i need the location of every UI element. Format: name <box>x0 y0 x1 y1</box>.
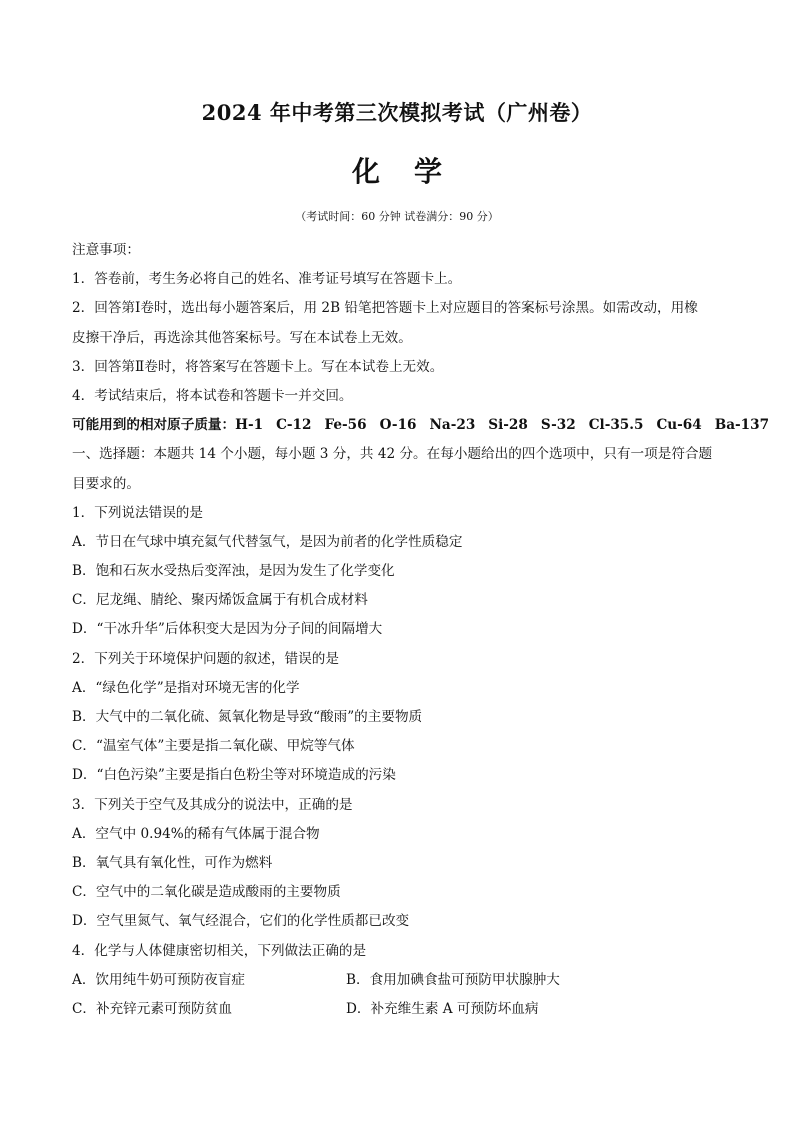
exam-info: （考试时间：60 分钟 试卷满分：90 分） <box>295 210 499 223</box>
question-option: A．空气中 0.94%的稀有气体属于混合物 <box>72 825 320 842</box>
notes-heading: 注意事项： <box>72 242 140 258</box>
question-option: C．尼龙绳、腈纶、聚丙烯饭盒属于有机合成材料 <box>72 592 368 609</box>
atomic-mass: Si-28 <box>488 417 528 434</box>
question-option: A．“绿色化学”是指对环境无害的化学 <box>72 679 300 696</box>
question-option: D．“干冰升华”后体积变大是因为分子间的间隔增大 <box>72 621 383 638</box>
question-stem: 4．化学与人体健康密切相关，下列做法正确的是 <box>72 942 367 959</box>
exam-title: 2024 年中考第三次模拟考试（广州卷） <box>201 100 593 125</box>
section-heading-line2: 目要求的。 <box>72 475 140 492</box>
question-option-row <box>72 995 726 1024</box>
section-heading-line1: 一、选择题：本题共 14 个小题，每小题 3 分，共 42 分。在每小题给出的四个选项中，只有一项是符合题 <box>72 446 713 463</box>
exam-body <box>72 236 770 1024</box>
question-option: B．饱和石灰水受热后变浑浊，是因为发生了化学变化 <box>72 563 395 580</box>
question-option: B．大气中的二氧化硫、氮氧化物是导致“酸雨”的主要物质 <box>72 709 423 725</box>
question-option: C．空气中的二氧化碳是造成酸雨的主要物质 <box>72 884 341 901</box>
subject-char-2: 学 <box>414 155 443 188</box>
question-option: C．补充锌元素可预防贫血 <box>72 1000 232 1017</box>
question-stem: 2．下列关于环境保护问题的叙述，错误的是 <box>72 650 339 667</box>
atomic-mass: Na-23 <box>429 417 476 434</box>
question-option: D．空气里氮气、氧气经混合，它们的化学性质都已改变 <box>72 913 410 930</box>
question-option: D．“白色污染”主要是指白色粉尘等对环境造成的污染 <box>72 767 396 784</box>
atomic-mass: Cu-64 <box>656 417 702 434</box>
question-option: A．节日在气球中填充氦气代替氢气，是因为前者的化学性质稳定 <box>72 533 463 550</box>
atomic-mass: O-16 <box>379 417 417 434</box>
note-item: 2．回答第Ⅰ卷时，选出每小题答案后，用 2B 铅笔把答题卡上对应题目的答案标号涂黑。如需改动，用橡 <box>72 300 698 317</box>
atomic-mass: Fe-56 <box>324 417 367 434</box>
note-item: 皮擦干净后，再选涂其他答案标号。写在本试卷上无效。 <box>72 329 412 346</box>
question-option: B．氧气具有氧化性，可作为燃料 <box>72 854 273 871</box>
question-stem: 1．下列说法错误的是 <box>72 504 203 521</box>
atomic-mass: Cl-35.5 <box>588 417 644 434</box>
note-item: 4．考试结束后，将本试卷和答题卡一并交回。 <box>72 387 353 404</box>
note-item: 3．回答第Ⅱ卷时，将答案写在答题卡上。写在本试卷上无效。 <box>72 358 444 375</box>
atomic-masses <box>72 411 770 440</box>
atomic-mass: S-32 <box>540 417 576 434</box>
atomic-mass: H-1 <box>235 417 264 434</box>
subject-title <box>0 150 794 190</box>
question-option: A．饮用纯牛奶可预防夜盲症 <box>72 971 245 988</box>
question-option: D．补充维生素 A 可预防坏血病 <box>346 1000 539 1017</box>
subject-char-1: 化 <box>351 155 380 188</box>
question-stem: 3．下列关于空气及其成分的说法中，正确的是 <box>72 796 353 813</box>
question-option: B．食用加碘食盐可预防甲状腺肿大 <box>346 971 560 988</box>
atomic-mass: Ba-137 <box>714 417 770 434</box>
question-option-row <box>72 966 726 995</box>
note-item: 1．答卷前，考生务必将自己的姓名、准考证号填写在答题卡上。 <box>72 271 462 288</box>
atomic-masses-label: 可能用到的相对原子质量： <box>72 417 236 434</box>
atomic-mass: C-12 <box>276 417 312 434</box>
question-option: C．“温室气体”主要是指二氧化碳、甲烷等气体 <box>72 738 355 755</box>
